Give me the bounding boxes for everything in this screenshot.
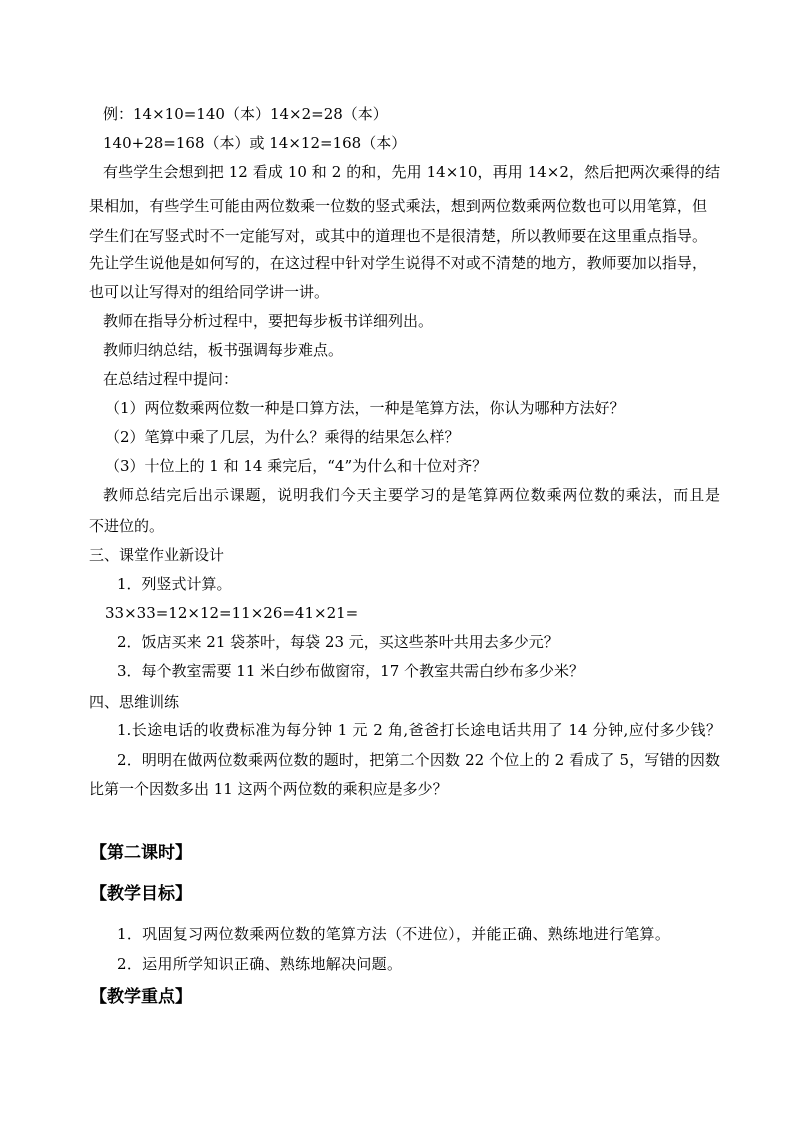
section-3-item-3: 3．每个教室需要 11 米白纱布做窗帘，17 个教室共需白纱布多少米？ (117, 662, 585, 680)
teacher-note-1: 教师在指导分析过程中，要把每步板书详细列出。 (103, 312, 434, 330)
section-4-item-2-line-1: 2．明明在做两位数乘两位数的题时，把第二个因数 22 个位上的 2 看成了 5，写错的因数 (117, 751, 720, 769)
section-3-item-2: 2．饭店买来 21 袋茶叶，每袋 23 元，买这些茶叶共用去多少元？ (117, 633, 559, 651)
paragraph-line-4: 先让学生说他是如何写的，在这过程中针对学生说得不对或不清楚的地方，教师要加以指导， (89, 254, 707, 272)
paragraph-line-2: 果相加，有些学生可能由两位数乘一位数的竖式乘法，想到两位数乘两位数也可以用笔算，但 (89, 197, 707, 215)
question-3: （3）十位上的 1 和 14 乘完后，“4”为什么和十位对齐？ (105, 457, 488, 475)
section-3-item-1-equations: 33×33=12×12=11×26=41×21= (105, 604, 359, 622)
teacher-note-2: 教师归纳总结，板书强调每步难点。 (103, 341, 344, 359)
example-line-2: 140+28=168（本）或 14×12=168（本） (103, 134, 407, 152)
section-4-title: 四、思维训练 (89, 693, 180, 711)
teaching-goal-2: 2．运用所学知识正确、熟练地解决问题。 (117, 955, 403, 973)
section-3-item-1: 1．列竖式计算。 (117, 575, 232, 593)
teaching-key-points-heading: 【教学重点】 (90, 987, 192, 1007)
question-1: （1）两位数乘两位数一种是口算方法，一种是笔算方法，你认为哪种方法好？ (105, 399, 625, 417)
paragraph-line-5: 也可以让写得对的组给同学讲一讲。 (89, 283, 330, 301)
teaching-goals-heading: 【教学目标】 (90, 884, 192, 904)
question-2: （2）笔算中乘了几层，为什么？乘得的结果怎么样？ (105, 428, 460, 446)
teaching-goal-1: 1．巩固复习两位数乘两位数的笔算方法（不进位），并能正确、熟练地进行笔算。 (117, 925, 671, 943)
paragraph-line-3: 学生们在写竖式时不一定能写对，或其中的道理也不是很清楚，所以教师要在这里重点指导。 (89, 227, 707, 245)
section-4-item-1: 1.长途电话的收费标准为每分钟 1 元 2 角,爸爸打长途电话共用了 14 分钟,应付多少钱？ (117, 721, 721, 739)
section-3-title: 三、课堂作业新设计 (89, 546, 225, 564)
example-line-1: 例：14×10=140（本）14×2=28（本） (103, 105, 388, 123)
section-4-item-2-line-2: 比第一个因数多出 11 这两个两位数的乘积应是多少？ (89, 780, 448, 798)
paragraph-line-1: 有些学生会想到把 12 看成 10 和 2 的和，先用 14×10，再用 14×2，然后把两次乘得的结 (103, 163, 720, 181)
summary-line-2: 不进位的。 (89, 517, 165, 535)
summary-line-1: 教师总结完后出示课题，说明我们今天主要学习的是笔算两位数乘两位数的乘法，而且是 (103, 486, 720, 504)
teacher-note-3: 在总结过程中提问： (103, 370, 239, 388)
lesson-2-heading: 【第二课时】 (90, 843, 192, 863)
